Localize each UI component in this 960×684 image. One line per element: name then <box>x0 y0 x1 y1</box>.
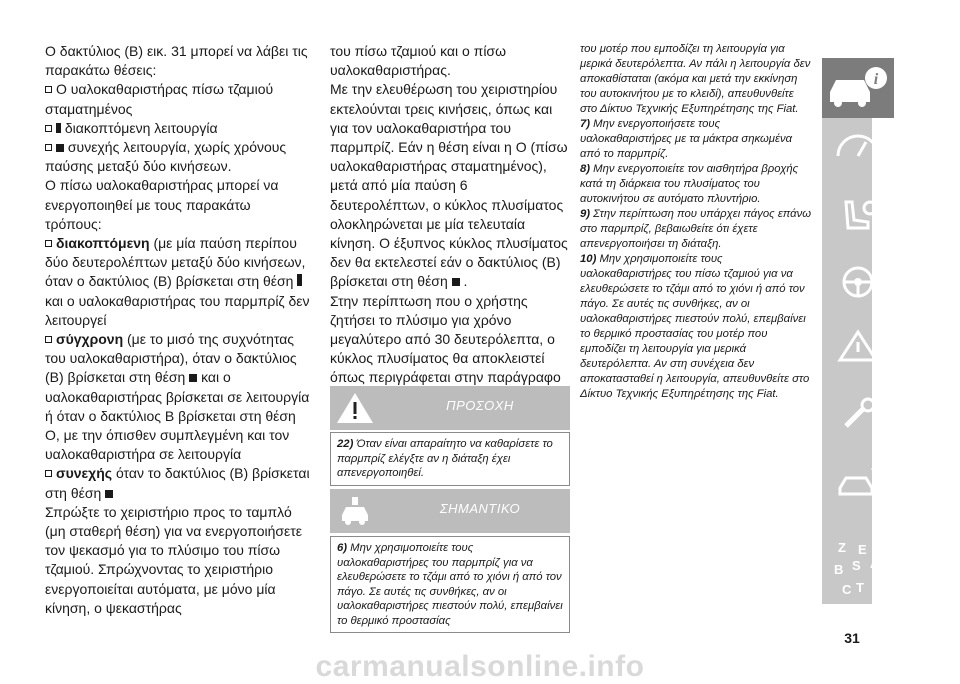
index-letters-icon <box>832 538 884 598</box>
bullet-icon <box>45 240 52 247</box>
car-hand-icon <box>334 493 376 529</box>
warning-road-icon <box>832 328 884 364</box>
svg-text:T: T <box>856 580 864 595</box>
warning-triangle-icon <box>334 390 376 426</box>
column-2 <box>330 42 570 407</box>
watermark: carmanualsonline.info <box>315 650 645 683</box>
tab-emergency[interactable] <box>832 328 884 364</box>
svg-text:Z: Z <box>838 540 846 555</box>
continuous-symbol-icon <box>452 278 460 286</box>
svg-text:E: E <box>858 542 867 557</box>
important-header <box>330 489 570 533</box>
long-wash-paragraph: Στην περίπτωση που ο χρήστης ζητήσει το πλύσιμο για χρόνο μεγαλύτερο από 30 δευτερόλεπτα, ο κύκλος πλυσίματος θα αποκλειστεί όπως περιγράφεται στην παράγραφο <box>330 292 561 386</box>
svg-text:S: S <box>852 558 861 573</box>
bullet-off: O υαλοκαθαριστήρας πίσω τζαμιού σταματημένος <box>45 81 274 117</box>
intermittent-symbol-icon <box>297 274 302 286</box>
continued-paragraph: του πίσω τζαμιού και ο πίσω υαλοκαθαριστήρας. <box>330 43 507 79</box>
bullet-icon <box>45 336 52 343</box>
bullet-continuous: συνεχής λειτουργία, χωρίς χρόνους παύσης μεταξύ δύο κινήσεων. <box>45 139 287 175</box>
release-paragraph: Με την ελευθέρωση του χειριστηρίου εκτελούνται τρεις κινήσεις, όπως και για τον υαλοκαθαριστήρα του παρμπρίζ. Εάν η θέση είναι η O (πίσω υαλοκαθαριστήρας σταματημένος), μετά από μία παύση 6 δευτερολέπτων, ο κύκλος πλυσίματος ολοκληρώνεται με μία τελευταία κίνηση. Ο έξυπνος κύκλος πλυσίματος δεν θα εκτελεστεί εάν ο δακτύλιος (B) βρίσκεται στη θέση . <box>330 81 568 290</box>
notes-continued: του μοτέρ που εμποδίζει τη λειτουργία για μερικά δευτερόλεπτα. Αν πάλι η λειτουργία δεν αποκαθίσταται (ακόμα και μετά την εκκίνηση του αυτοκινήτου με το κλειδί), απευθυνθείτε στο Δίκτυο Τεχνικής Εξυπηρέτησης της Fiat. <box>580 43 811 115</box>
intermittent-symbol-icon <box>56 123 61 133</box>
bullet-icon <box>45 125 52 132</box>
steering-wheel-icon <box>832 264 884 300</box>
mode-synchronous: σύγχρονη (με το μισό της συχνότητας του υαλοκαθαριστήρα), όταν ο δακτύλιος (B) βρίσκεται στη θέση και ο υαλοκαθαριστήρας βρίσκεται σε λειτουργία ή όταν ο δακτύλιος B βρίσκεται στη θέση O, με την όπισθεν συμπλεγμένη και τον υαλοκαθαριστήρα σε λειτουργία <box>45 331 310 463</box>
warning-title: ΠΡΟΣΟΧΗ <box>446 398 514 413</box>
tab-dashboard[interactable] <box>832 130 884 166</box>
bullet-intermittent: διακοπτόμενη λειτουργία <box>45 119 310 138</box>
svg-text:A: A <box>870 556 880 571</box>
svg-text:D: D <box>872 576 882 591</box>
note-9: 9) Στην περίπτωση που υπάρχει πάγος επάνω στο παρμπρίζ, βεβαιωθείτε ότι έχετε απενεργοποιήσει τη διάταξη. <box>580 208 812 250</box>
important-body: 6) Μην χρησιμοποιείτε τους υαλοκαθαριστήρες του παρμπρίζ για να ελευθερώσετε το τζάμι από το χιόνι ή από τον πάγο. Σε αυτές τις συνθήκες, αν οι υαλοκαθαριστήρες πιεστούν πολύ, επεμβαίνει το θερμικό προστασίας <box>330 536 570 633</box>
bullet-icon <box>45 86 52 93</box>
bullet-icon <box>45 470 52 477</box>
mode-continuous: συνεχής όταν το δακτύλιος (B) βρίσκεται στη θέση <box>45 465 310 501</box>
note-8: 8) Μην ενεργοποιείτε τον αισθητήρα βροχής κατά τη διάρκεια του πλυσίματος του αυτοκινήτου σε αυτόματο πλυντήριο. <box>580 163 799 205</box>
tab-specs[interactable] <box>832 462 884 498</box>
tab-maintenance[interactable] <box>832 396 884 432</box>
tab-index[interactable] <box>832 538 884 598</box>
tab-safety[interactable] <box>832 198 884 234</box>
seat-safety-icon <box>832 198 884 234</box>
mode-intermittent: διακοπτόμενη (με μία παύση περίπου δύο δευτερολέπτων μεταξύ δύο κινήσεων, όταν ο δακτύλιος (B) βρίσκεται στη θέση και ο υαλοκαθαριστήρας του παρμπρίζ δεν λειτουργεί <box>45 235 310 328</box>
column-1 <box>45 42 310 618</box>
continuous-symbol-icon <box>105 490 113 498</box>
page-number: 31 <box>844 630 860 646</box>
wrench-icon <box>832 396 884 432</box>
svg-text:i: i <box>873 71 879 88</box>
dashboard-lights-icon <box>832 130 884 166</box>
svg-text:B: B <box>834 562 844 577</box>
note-7: 7) Μην ενεργοποιήσετε τους υαλοκαθαριστήρες με τα μάκτρα σηκωμένα από το παρμπρίζ. <box>580 118 793 160</box>
svg-text:C: C <box>842 582 852 597</box>
chapter-sidebar <box>822 58 882 604</box>
warning-header <box>330 386 570 430</box>
note-10: 10) Μην χρησιμοποιείτε τους υαλοκαθαριστήρες του πίσω τζαμιού για να ελευθερώσετε το τζάμι από το χιόνι ή από τον πάγο. Σε αυτές τις συνθήκες, αν οι υαλοκαθαριστήρες πιεστούν πολύ, επεμβαίνει το θερμικό προστασίας του μοτέρ που εμποδίζει τη λειτουργία για μερικά δευτερόλεπτα. Αν στη συνέχεια δεν αποκατασταθεί η λειτουργία, απευθυνθείτε στο Δίκτυο Τεχνικής Εξυπηρέτησης της Fiat. <box>580 253 810 400</box>
intro-paragraph: Ο δακτύλιος (B) εικ. 31 μπορεί να λάβει τις παρακάτω θέσεις: <box>45 43 308 79</box>
column-3 <box>580 42 812 402</box>
important-title: ΣΗΜΑΝΤΙΚΟ <box>439 501 521 516</box>
washer-paragraph: Σπρώξτε το χειριστήριο προς το ταμπλό (μη σταθερή θέση) για να ενεργοποιήσετε τον ψεκασμό για το πλύσιμο του πίσω τζαμιού. Σπρώχνοντας το χειριστήριο ενεργοποιείται αυτόματα, με μόνο μία κίνηση, ο ψεκαστήρας <box>45 503 303 616</box>
specs-icon <box>832 462 884 498</box>
active-tab[interactable] <box>822 58 894 118</box>
tab-driving[interactable] <box>832 264 884 300</box>
continuous-symbol-icon <box>56 144 64 152</box>
continuous-symbol-icon <box>189 374 197 382</box>
bullet-icon <box>45 144 52 151</box>
car-info-icon <box>822 58 894 118</box>
modes-paragraph: Ο πίσω υαλοκαθαριστήρας μπορεί να ενεργοποιηθεί με τους παρακάτω τρόπους: <box>45 177 279 232</box>
warning-body: 22) Όταν είναι απαραίτητο να καθαρίσετε το παρμπρίζ ελέγξτε αν η διάταξη έχει απενεργοποιηθεί. <box>330 432 570 486</box>
